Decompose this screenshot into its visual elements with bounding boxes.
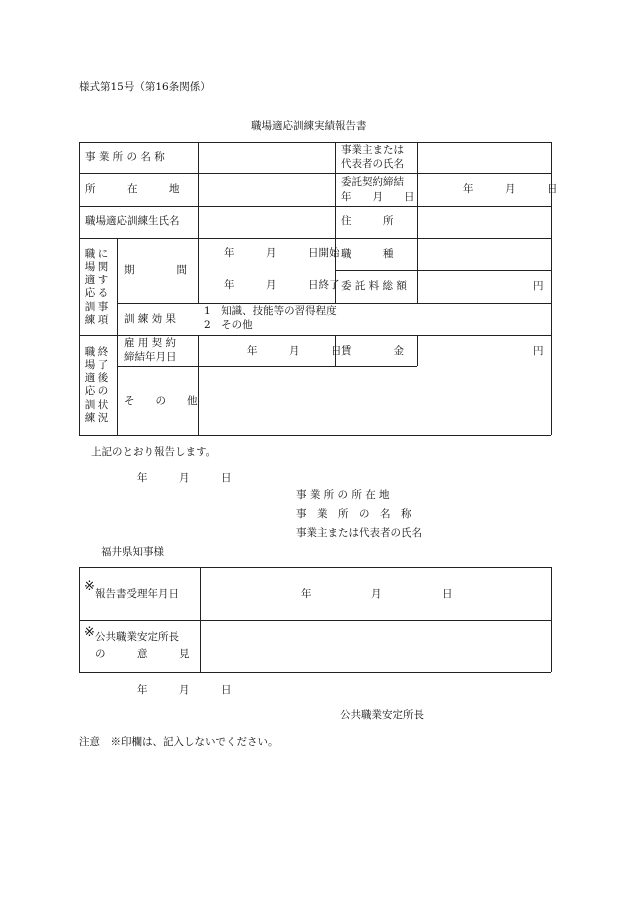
addressee: 福井県知事様 <box>101 546 164 558</box>
other-field[interactable] <box>199 367 550 434</box>
signature-employer-name: 事業主または代表者の氏名 <box>296 527 422 539</box>
wage-label: 賃 金 <box>341 345 404 357</box>
opinion-field[interactable] <box>201 621 550 671</box>
effect-option-1: 1 知識、技能等の習得程度 <box>204 305 337 317</box>
employment-label-line1: 雇 用 契 約 <box>124 337 177 349</box>
employment-date-field[interactable]: 年 月 日 <box>247 345 342 357</box>
fee-unit: 円 <box>533 280 544 292</box>
period-start-field[interactable]: 年 月 日開始 <box>224 247 340 259</box>
office-name-field[interactable] <box>199 143 334 172</box>
period-label: 期 間 <box>124 264 187 276</box>
location-field[interactable] <box>199 174 334 205</box>
report-statement: 上記のとおり報告します。 <box>91 446 217 458</box>
signature-location: 事 業 所 の 所 在 地 <box>296 489 390 501</box>
effect-option-2: 2 その他 <box>204 319 253 331</box>
effect-label: 訓 練 効 果 <box>124 313 177 325</box>
received-month[interactable]: 月 <box>371 588 382 600</box>
note: 注意 ※印欄は、記入しないでください。 <box>79 736 279 748</box>
received-date-label: 報告書受理年月日 <box>95 588 179 600</box>
office-use-mark: ※ <box>84 579 95 594</box>
contract-date-field[interactable]: 年 月 日 <box>463 183 558 195</box>
form-number: 様式第15号（第16条関係） <box>79 81 211 93</box>
page-title: 職場適応訓練実績報告書 <box>251 120 367 132</box>
received-year[interactable]: 年 <box>301 588 312 600</box>
employment-label-line2: 締結年月日 <box>124 351 177 363</box>
fee-label: 委 託 料 総 額 <box>341 280 407 292</box>
office-use-mark-2: ※ <box>84 625 95 640</box>
period-end-field[interactable]: 年 月 日終了 <box>224 279 340 291</box>
employer-label-line2: 代表者の氏名 <box>341 158 404 170</box>
location-label: 所 在 地 <box>85 183 180 195</box>
after-section-label-col2: 終 了 後 の 状 況 <box>97 346 109 424</box>
contract-label-line2: 年 月 日 <box>341 191 415 203</box>
report-date[interactable]: 年 月 日 <box>137 472 232 484</box>
address-field[interactable] <box>418 207 550 237</box>
signature-office-name: 事 業 所 の 名 称 <box>296 508 412 520</box>
occupation-field[interactable] <box>418 239 550 269</box>
trainee-name-field[interactable] <box>199 207 334 237</box>
training-section-label: 職 場 適 応 訓 練 <box>84 248 96 326</box>
employer-name-field[interactable] <box>418 143 550 172</box>
other-label: そ の 他 <box>124 395 198 407</box>
office-head-title: 公共職業安定所長 <box>340 709 424 721</box>
contract-label-line1: 委託契約締結 <box>341 176 404 188</box>
wage-unit: 円 <box>533 345 544 357</box>
opinion-label-line2: の 意 見 <box>95 648 190 660</box>
trainee-label: 職場適応訓練生氏名 <box>85 215 180 227</box>
after-section-label: 職 場 適 応 訓 練 <box>84 346 96 424</box>
employer-label-line1: 事業主または <box>341 144 404 156</box>
office-name-label: 事 業 所 の 名 称 <box>85 151 165 163</box>
address-label: 住 所 <box>341 215 394 227</box>
office-head-date[interactable]: 年 月 日 <box>137 684 232 696</box>
opinion-label-line1: 公共職業安定所長 <box>95 631 179 643</box>
training-section-label-col2: に 関 す る 事 項 <box>97 248 109 326</box>
occupation-label: 職 種 <box>341 248 394 260</box>
received-day[interactable]: 日 <box>442 588 453 600</box>
